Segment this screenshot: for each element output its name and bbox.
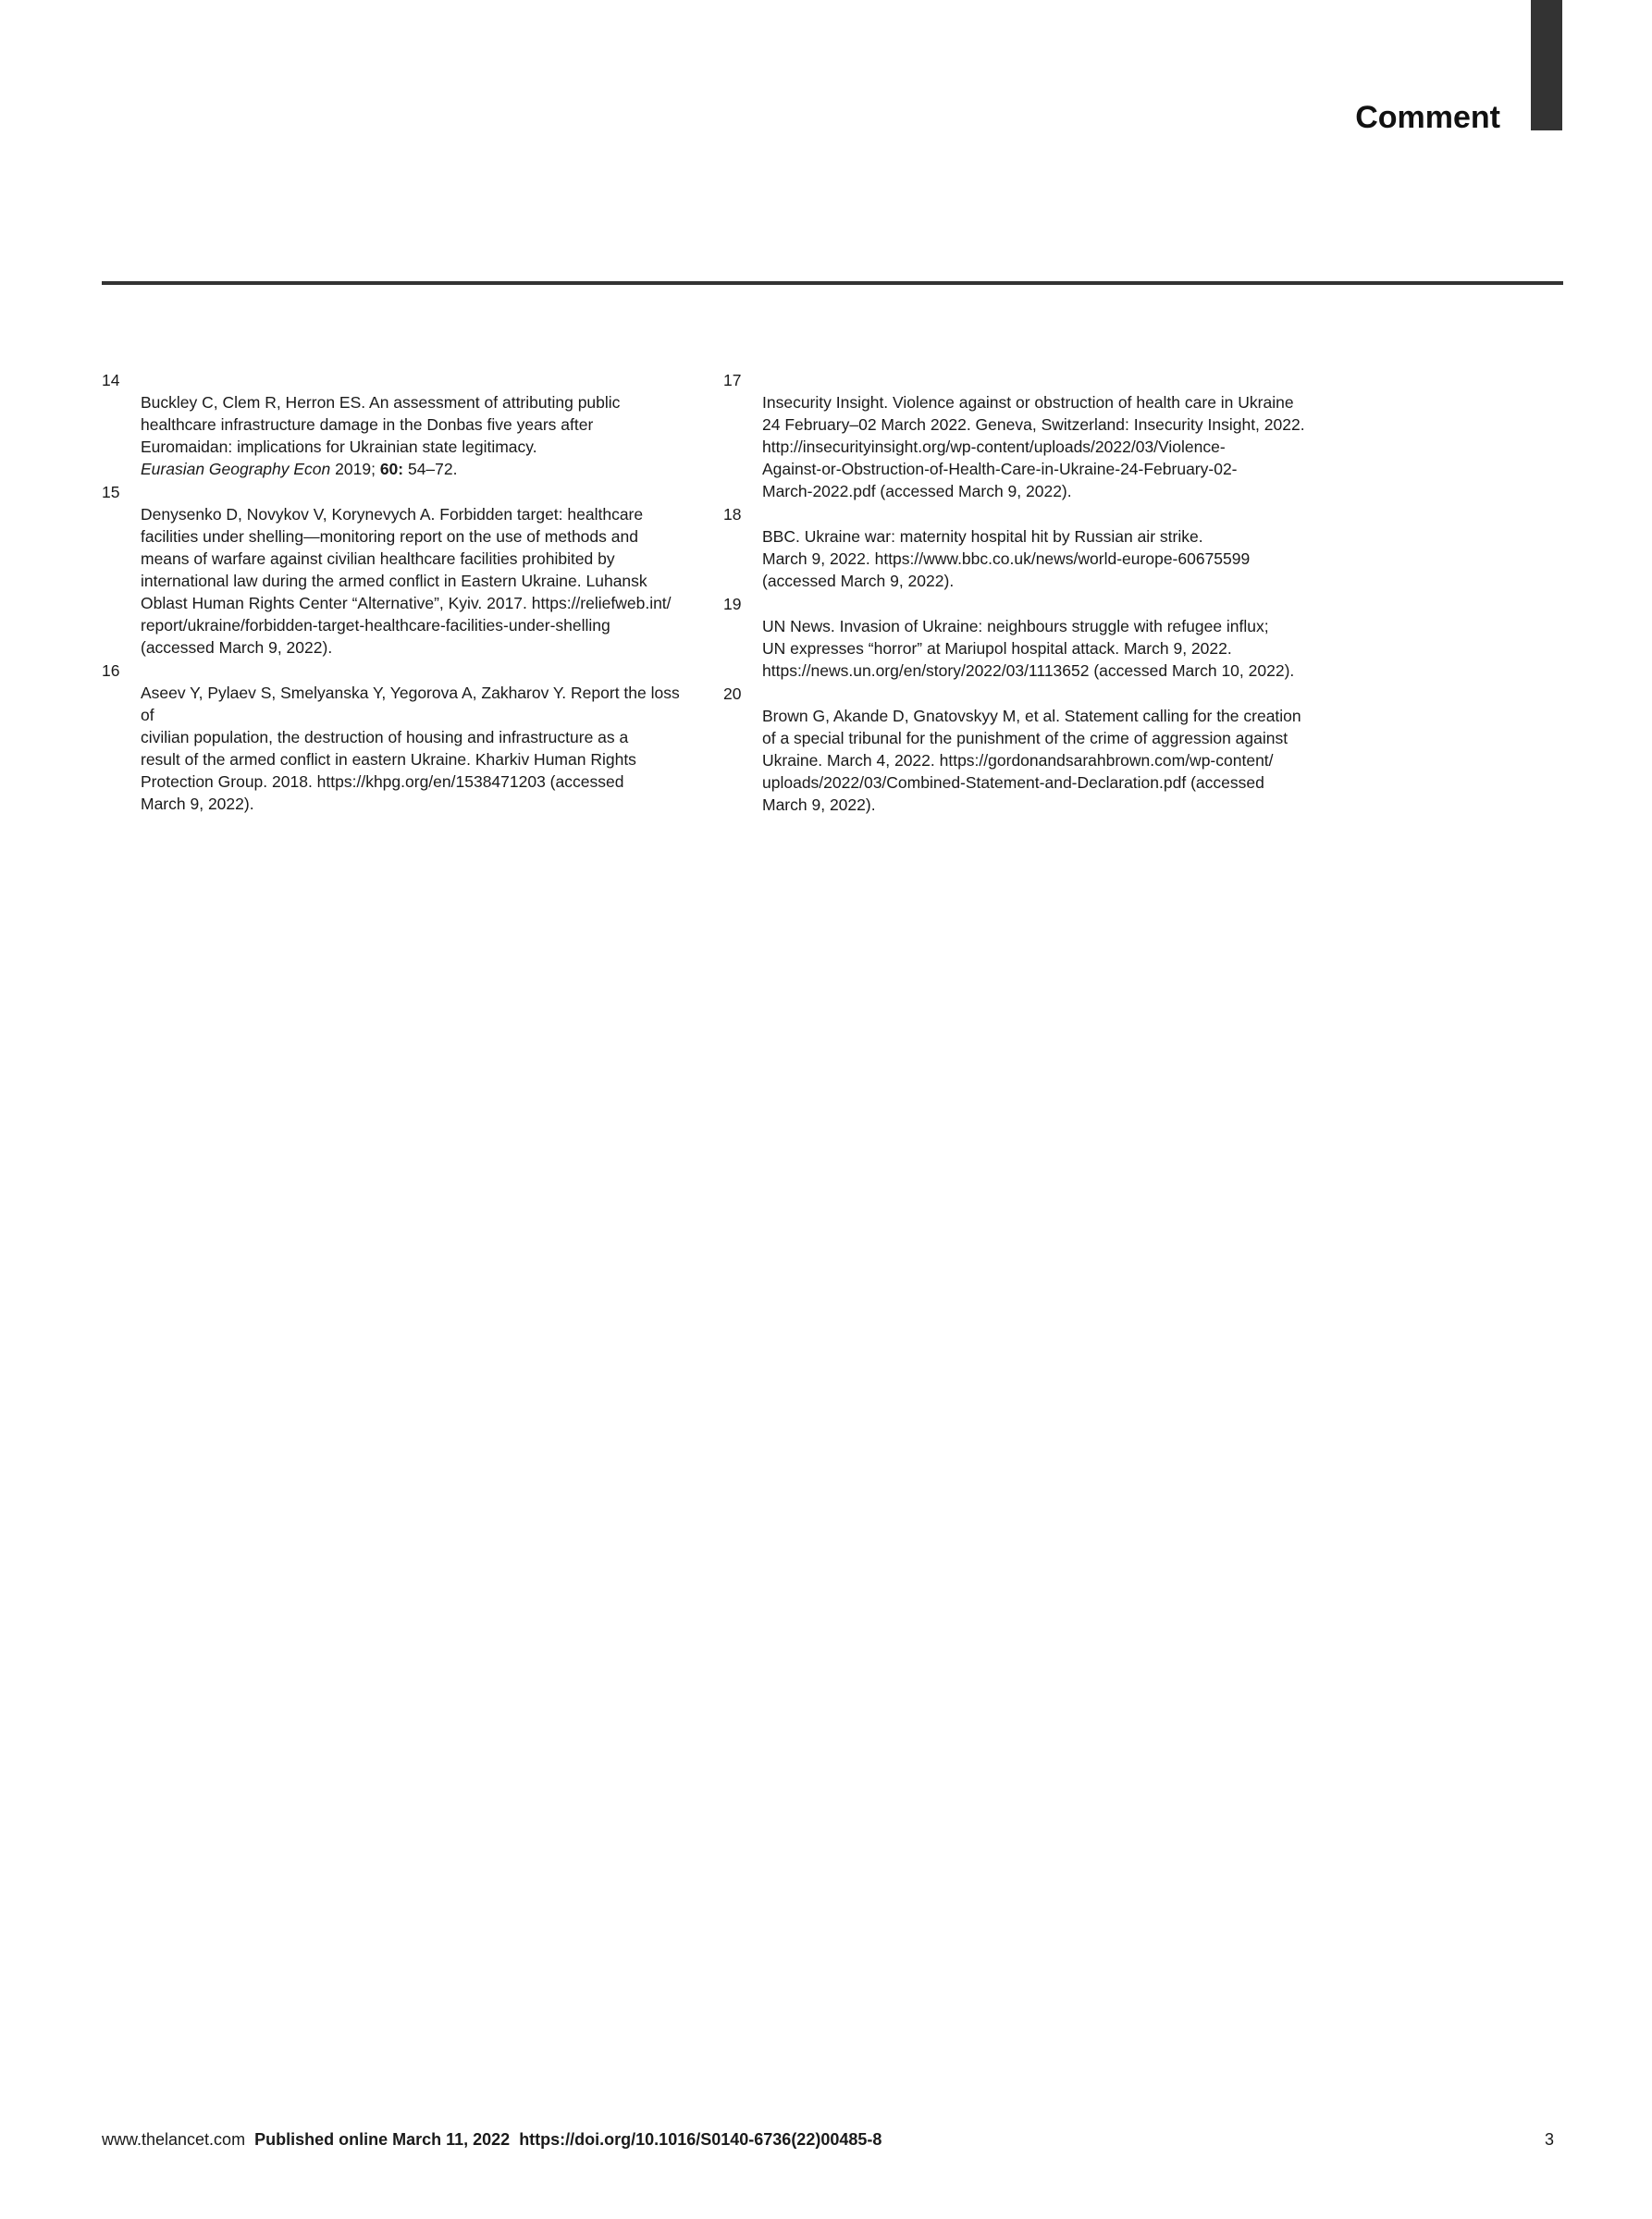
- reference-number: 14: [102, 371, 120, 389]
- reference-item: [723, 683, 1315, 816]
- header-rule: [102, 281, 1563, 285]
- section-marker-bar: [1531, 0, 1562, 130]
- section-title: Comment: [1355, 100, 1500, 135]
- reference-journal: Eurasian Geography Econ: [141, 460, 331, 478]
- page-footer: [102, 2130, 881, 2150]
- reference-item: [723, 593, 1315, 682]
- reference-volume: 60:: [379, 460, 404, 478]
- reference-item: [102, 369, 694, 480]
- references-column-right: [723, 369, 1315, 817]
- reference-text: Brown G, Akande D, Gnatovskyy M, et al. Statement calling for the creation of a special tribunal for the punishment of the crime of aggression against Ukraine. March 4, 2022. https://gordonandsarahbrown.com/wp-content/ uploads/2022/03/Combined-Statement-and-Declaration.pdf (accessed March 9, 2022).: [762, 707, 1301, 814]
- page-number: 3: [1544, 2130, 1554, 2149]
- reference-text: BBC. Ukraine war: maternity hospital hit by Russian air strike. March 9, 2022. https://www.bbc.co.uk/news/world-europe-60675599 (accessed March 9, 2022).: [762, 527, 1251, 590]
- reference-text: UN News. Invasion of Ukraine: neighbours struggle with refugee influx; UN expresses “horror” at Mariupol hospital attack. March 9, 2022. https://news.un.org/en/story/2022/03/1113652 (accessed March 10, 2022).: [762, 617, 1295, 680]
- footer-site-link[interactable]: www.thelancet.com: [102, 2130, 246, 2149]
- reference-item: [102, 660, 694, 815]
- reference-item: [723, 503, 1315, 592]
- footer-doi-link[interactable]: https://doi.org/10.1016/S0140-6736(22)00485-8: [519, 2130, 882, 2149]
- reference-year: 2019;: [330, 460, 380, 478]
- reference-text: Aseev Y, Pylaev S, Smelyanska Y, Yegorova A, Zakharov Y. Report the loss of civilian population, the destruction of housing and infrastructure as a result of the armed conflict in eastern Ukraine. Kharkiv Human Rights Protection Group. 2018. https://khpg.org/en/1538471203 (accessed March 9, 2022).: [141, 684, 680, 813]
- references-column-left: [102, 369, 694, 816]
- footer-published-date: Published online March 11, 2022: [254, 2130, 511, 2149]
- reference-text: Denysenko D, Novykov V, Korynevych A. Forbidden target: healthcare facilities under shelling—monitoring report on the use of methods and means of warfare against civilian healthcare facilities prohibited by international law during the armed conflict in Eastern Ukraine. Luhansk Oblast Human Rights Center “Alternative”, Kyiv. 2017. https://reliefweb.int/ report/ukraine/forbidden-target-healthcare-facilities-under-shelling (accessed March 9, 2022).: [141, 505, 672, 657]
- reference-item: [102, 481, 694, 659]
- reference-text: Insecurity Insight. Violence against or obstruction of health care in Ukraine 24 February–02 March 2022. Geneva, Switzerland: Insecurity Insight, 2022. http://insecurityinsight.org/wp-content/uploads/2022/03/Violence- Against-or-Obstruction-of-Health-Care-in-Ukraine-24-February-02- March-2022.pdf (accessed March 9, 2022).: [762, 393, 1305, 500]
- reference-text: Buckley C, Clem R, Herron ES. An assessment of attributing public healthcare infrastructure damage in the Donbas five years after Euromaidan: implications for Ukrainian state legitimacy.: [141, 393, 621, 456]
- reference-number: 15: [102, 483, 120, 501]
- reference-number: 17: [723, 371, 742, 389]
- reference-number: 16: [102, 661, 120, 680]
- reference-number: 19: [723, 595, 742, 613]
- reference-number: 20: [723, 684, 742, 703]
- reference-number: 18: [723, 505, 742, 524]
- reference-item: [723, 369, 1315, 502]
- reference-pages: 54–72.: [403, 460, 458, 478]
